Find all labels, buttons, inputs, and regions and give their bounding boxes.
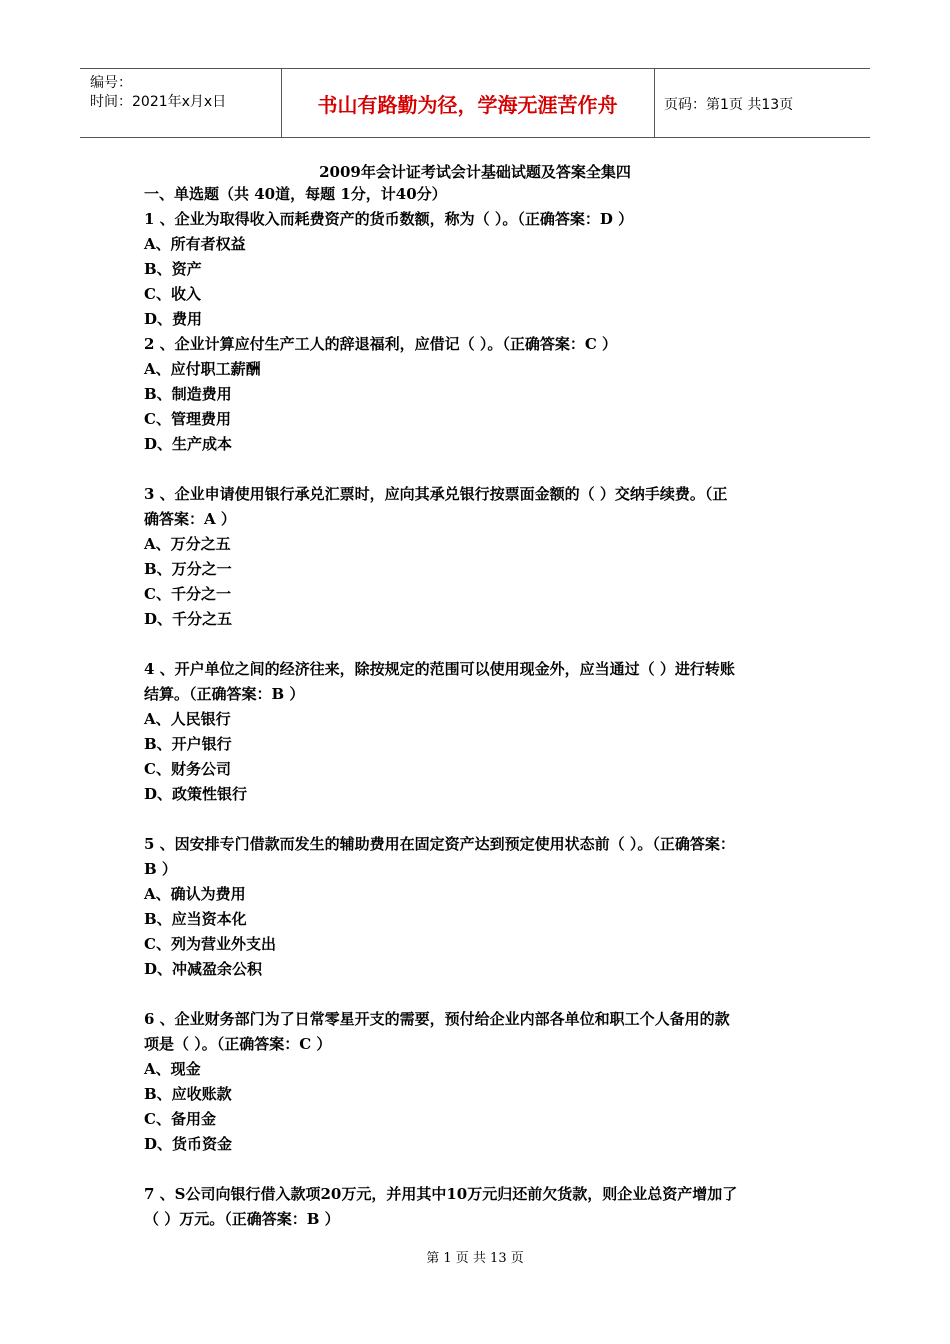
answer-option: B、万分之一 (144, 560, 232, 578)
document-number-label: 编号： (90, 75, 132, 91)
page-header (80, 68, 870, 138)
question-stem: 确答案：A ） (144, 510, 236, 528)
answer-option: D、千分之五 (144, 610, 233, 628)
header-right-cell (655, 69, 870, 137)
page-footer: 第 1 页 共 13 页 (426, 1251, 524, 1266)
question-stem: 6 、企业财务部门为了日常零星开支的需要，预付给企业内部各单位和职工个人备用的款 (144, 1010, 730, 1028)
question-stem: 4 、开户单位之间的经济往来，除按规定的范围可以使用现金外，应当通过（ ）进行转账 (144, 660, 735, 678)
answer-option: A、所有者权益 (144, 235, 246, 253)
answer-option: C、收入 (144, 285, 201, 303)
question-stem: 2 、企业计算应付生产工人的辞退福利，应借记（ ）。（正确答案：C ） (144, 335, 618, 353)
header-left-cell (80, 69, 282, 137)
question-list (144, 182, 824, 1232)
question-spacer (144, 457, 824, 482)
answer-option: A、确认为费用 (144, 885, 246, 903)
section-heading: 一、单选题（共 40道，每题 1分，计40分） (144, 185, 447, 203)
answer-option: B、制造费用 (144, 385, 232, 403)
header-middle-cell (281, 69, 655, 137)
answer-option: C、管理费用 (144, 410, 231, 428)
question-stem: B ） (144, 860, 177, 878)
answer-option: A、万分之五 (144, 535, 231, 553)
question-stem: 结算。（正确答案：B ） (144, 685, 305, 703)
question-spacer (144, 632, 824, 657)
answer-option: D、费用 (144, 310, 203, 328)
question-stem: 1 、企业为取得收入而耗费资产的货币数额，称为（ ）。（正确答案：D ） (144, 210, 634, 228)
document-title: 2009年会计证考试会计基础试题及答案全集四 (319, 163, 631, 181)
answer-option: C、财务公司 (144, 760, 231, 778)
header-motto: 书山有路勤为径，学海无涯苦作舟 (317, 93, 618, 117)
header-page-indicator: 页码：第1页 共13页 (664, 97, 794, 113)
question-stem: （ ）万元。（正确答案：B ） (144, 1210, 340, 1228)
answer-option: D、冲减盈余公积 (144, 960, 263, 978)
answer-option: C、千分之一 (144, 585, 231, 603)
document-date-label: 时间：2021年x月x日 (90, 94, 227, 110)
question-spacer (144, 807, 824, 832)
answer-option: C、列为营业外支出 (144, 935, 276, 953)
answer-option: D、货币资金 (144, 1135, 233, 1153)
question-stem: 3 、企业申请使用银行承兑汇票时，应向其承兑银行按票面金额的（ ）交纳手续费。（正 (144, 485, 728, 503)
answer-option: C、备用金 (144, 1110, 216, 1128)
answer-option: D、政策性银行 (144, 785, 248, 803)
answer-option: B、开户银行 (144, 735, 232, 753)
question-stem: 项是（ ）。（正确答案：C ） (144, 1035, 332, 1053)
answer-option: B、应当资本化 (144, 910, 247, 928)
question-spacer (144, 982, 824, 1007)
answer-option: A、人民银行 (144, 710, 231, 728)
question-spacer (144, 1157, 824, 1182)
question-stem: 7 、S公司向银行借入款项20万元，并用其中10万元归还前欠货款，则企业总资产增加了 (144, 1185, 738, 1203)
answer-option: B、资产 (144, 260, 202, 278)
answer-option: A、现金 (144, 1060, 201, 1078)
answer-option: D、生产成本 (144, 435, 233, 453)
answer-option: B、应收账款 (144, 1085, 232, 1103)
question-stem: 5 、因安排专门借款而发生的辅助费用在固定资产达到预定使用状态前（ ）。（正确答案： (144, 835, 735, 853)
answer-option: A、应付职工薪酬 (144, 360, 261, 378)
